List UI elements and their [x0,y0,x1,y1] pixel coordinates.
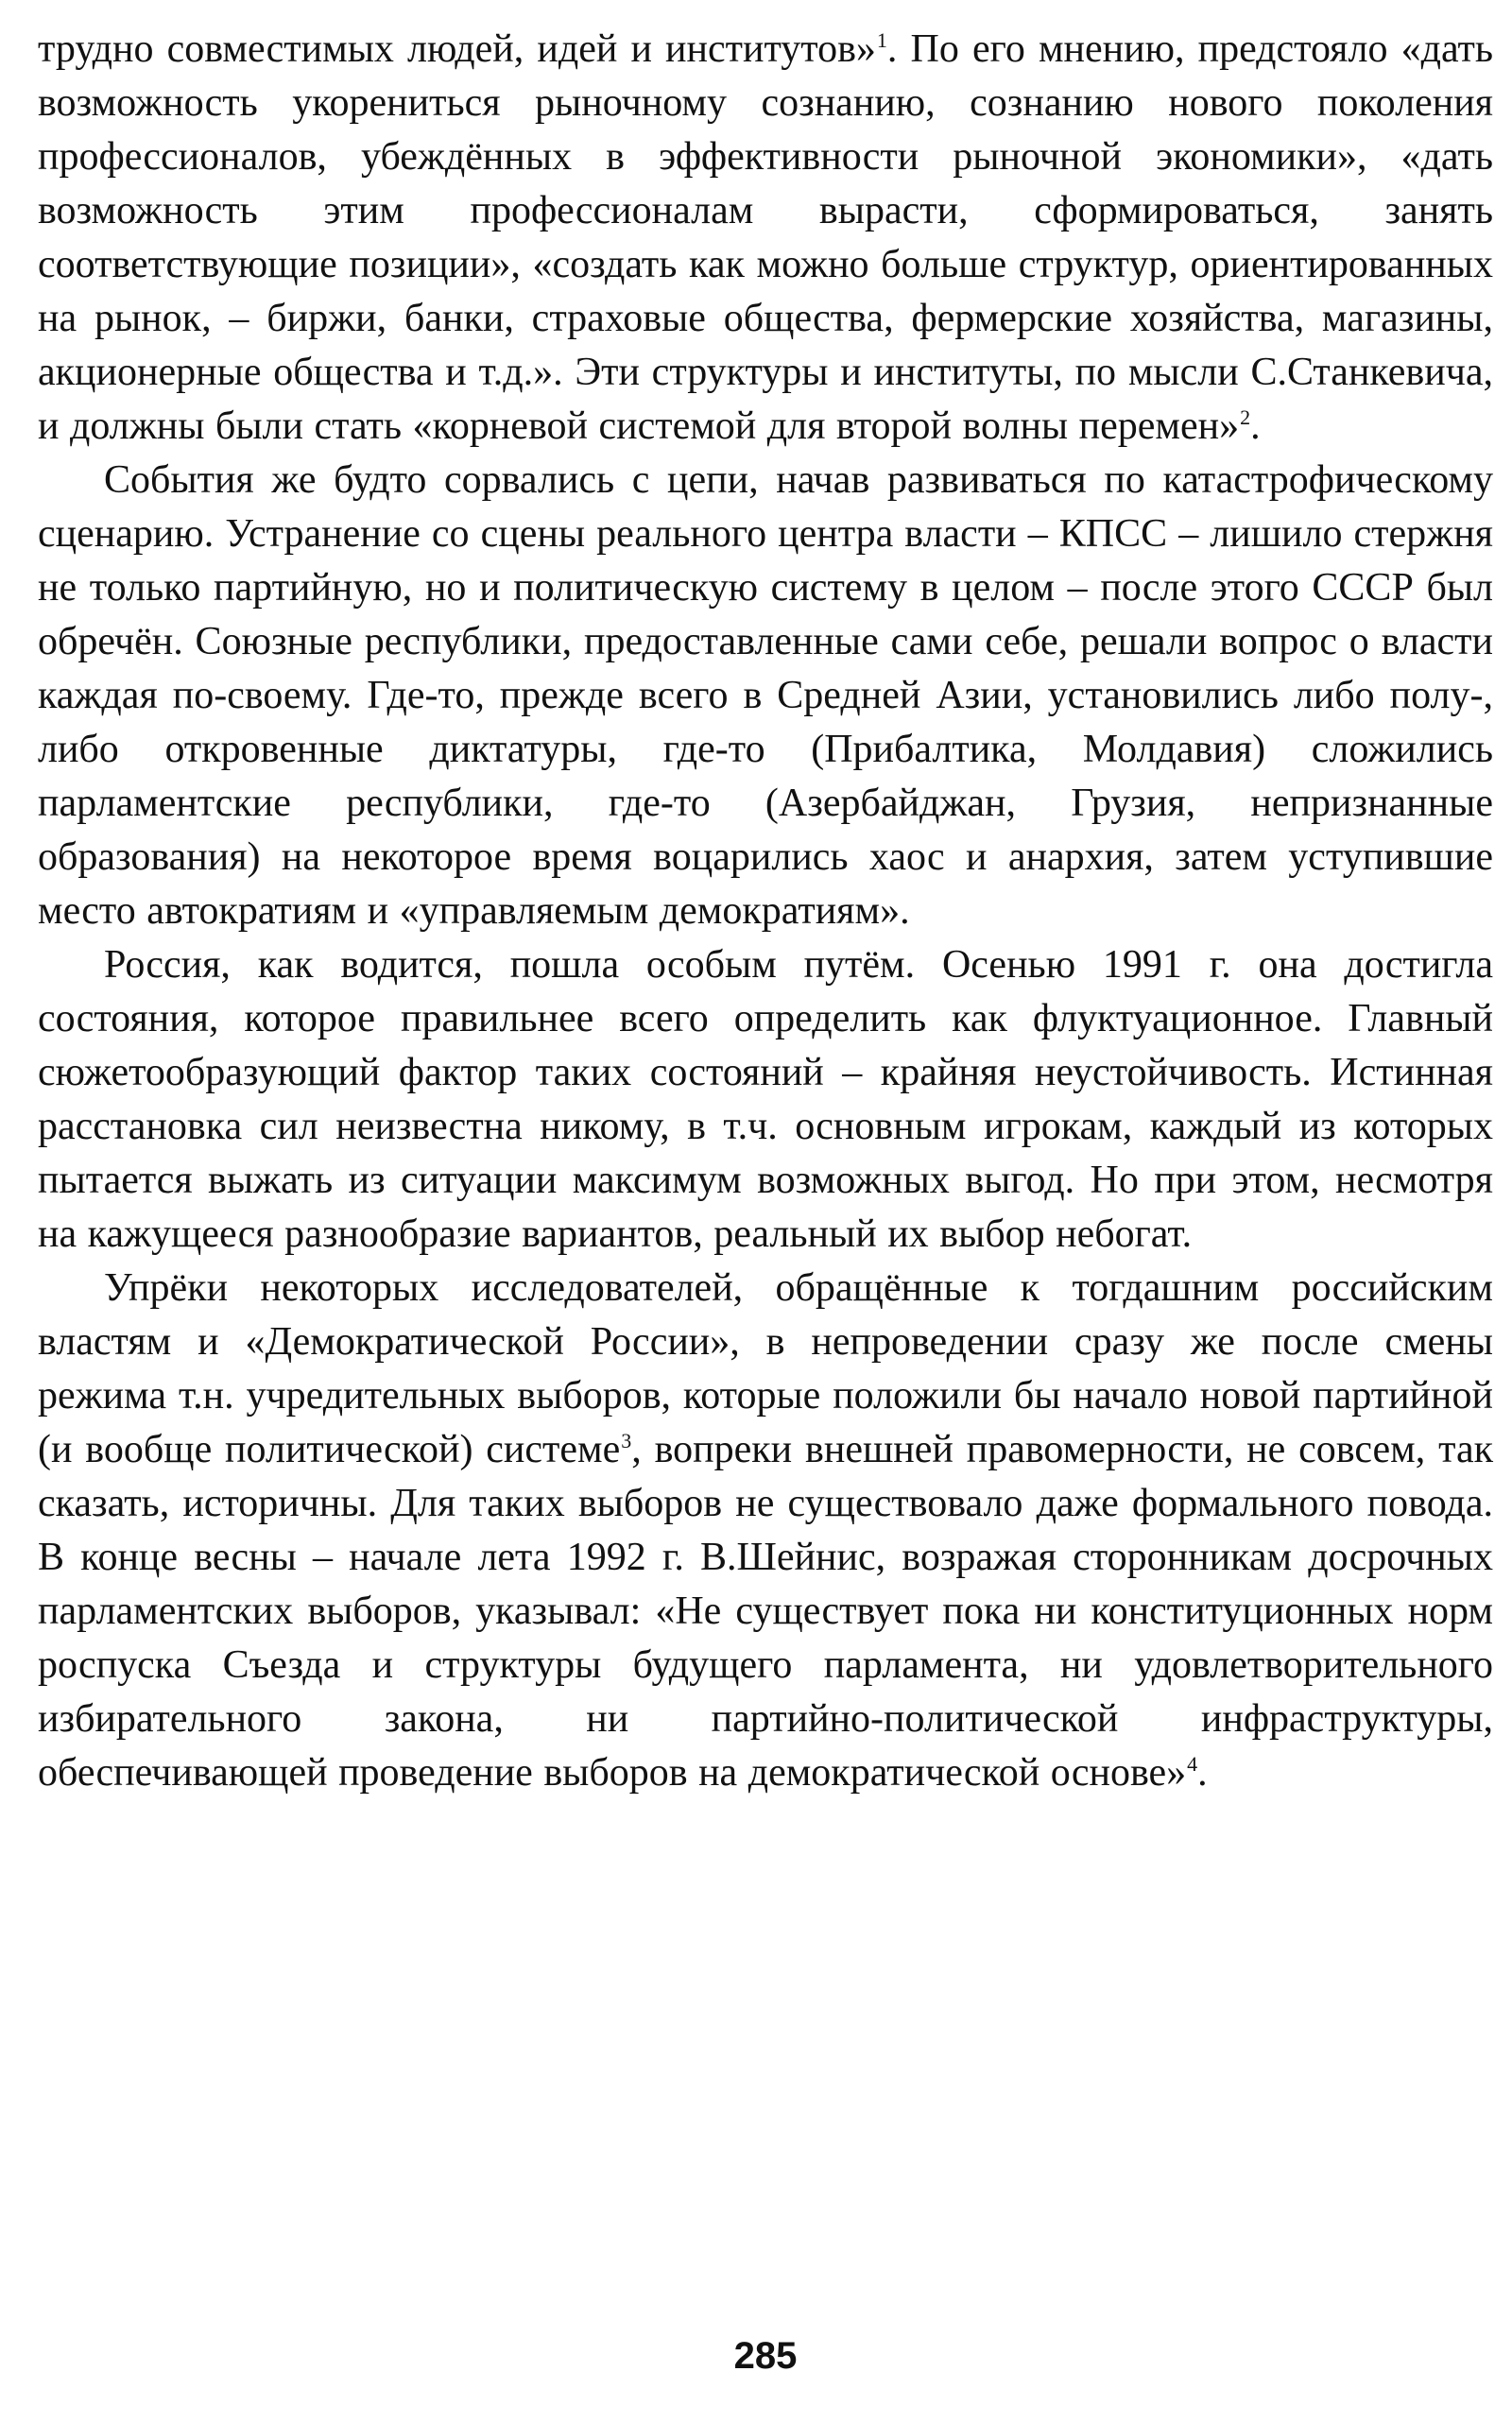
body-text [38,23,1493,1800]
paragraph [38,938,1493,1262]
text-run: . По его мнению, предстояло «дать возможность укорениться рыночному сознанию, сознанию нового поколения профессионалов, убеждённых в эффективности рыночной экономики», «дать возможность этим профессионалам вырасти, сформироваться, занять соответствующие позиции», «создать как можно больше структур, ориентированных на рынок, – биржи, банки, страховые общества, фермерские хозяйства, магазины, акционерные общества и т.д.». Эти структуры и институты, по мысли С.Станкевича, и должны были стать «корневой системой для второй волны перемен» [38,27,1494,448]
footnote-ref: 4 [1187,1752,1198,1776]
footnote-ref: 2 [1240,405,1251,429]
paragraph [38,1262,1493,1800]
text-run: Россия, как водится, пошла особым путём. Осенью 1991 г. она достигла состояния, которое правильнее всего определить как флуктуационное. Главный сюжетообразующий фактор таких состояний – крайняя неустойчивость. Истинная расстановка сил неизвестна никому, в т.ч. основным игрокам, каждый из которых пытается выжать из ситуации максимум возможных выгод. Но при этом, несмотря на кажущееся разнообразие вариантов, реальный их выбор небогат. [38,943,1493,1256]
text-run: . [1250,404,1261,448]
book-page [38,23,1493,2423]
paragraph [38,23,1493,454]
footnote-ref: 3 [621,1429,632,1452]
page-number: 285 [733,2335,798,2377]
footnote-ref: 1 [876,28,887,52]
text-run: Упрёки некоторых исследователей, обращённые к тогдашним российским властям и «Демократической России», в непроведении сразу же после смены режима т.н. учредительных выборов, которые положили бы начало новой партийной (и вообще политической) системе [38,1266,1493,1471]
paragraph [38,454,1493,938]
text-run: трудно совместимых людей, идей и институтов» [38,27,876,71]
text-run: , вопреки внешней правомерности, не совсем, так сказать, историчны. Для таких выборов не существовало даже формального повода. В конце весны – начале лета 1992 г. В.Шейнис, возражая сторонникам досрочных парламентских выборов, указывал: «Не существует пока ни конституционных норм роспуска Съезда и структуры будущего парламента, ни удовлетворительного избирательного закона, ни партийно-политической инфраструктуры, обеспечивающей проведение выборов на демократической основе» [38,1428,1493,1795]
text-run: . [1197,1751,1208,1795]
text-run: События же будто сорвались с цепи, начав развиваться по катастрофическому сценарию. Устранение со сцены реального центра власти – КПСС – лишило стержня не только партийную, но и политическую систему в целом – после этого СССР был обречён. Союзные республики, предоставленные сами себе, решали вопрос о власти каждая по-своему. Где-то, прежде всего в Средней Азии, установились либо полу-, либо откровенные диктатуры, где-то (Прибалтика, Молдавия) сложились парламентские республики, где-то (Азербайджан, Грузия, непризнанные образования) на некоторое время воцарились хаос и анархия, затем уступившие место автократиям и «управляемым демократиям». [38,458,1493,933]
